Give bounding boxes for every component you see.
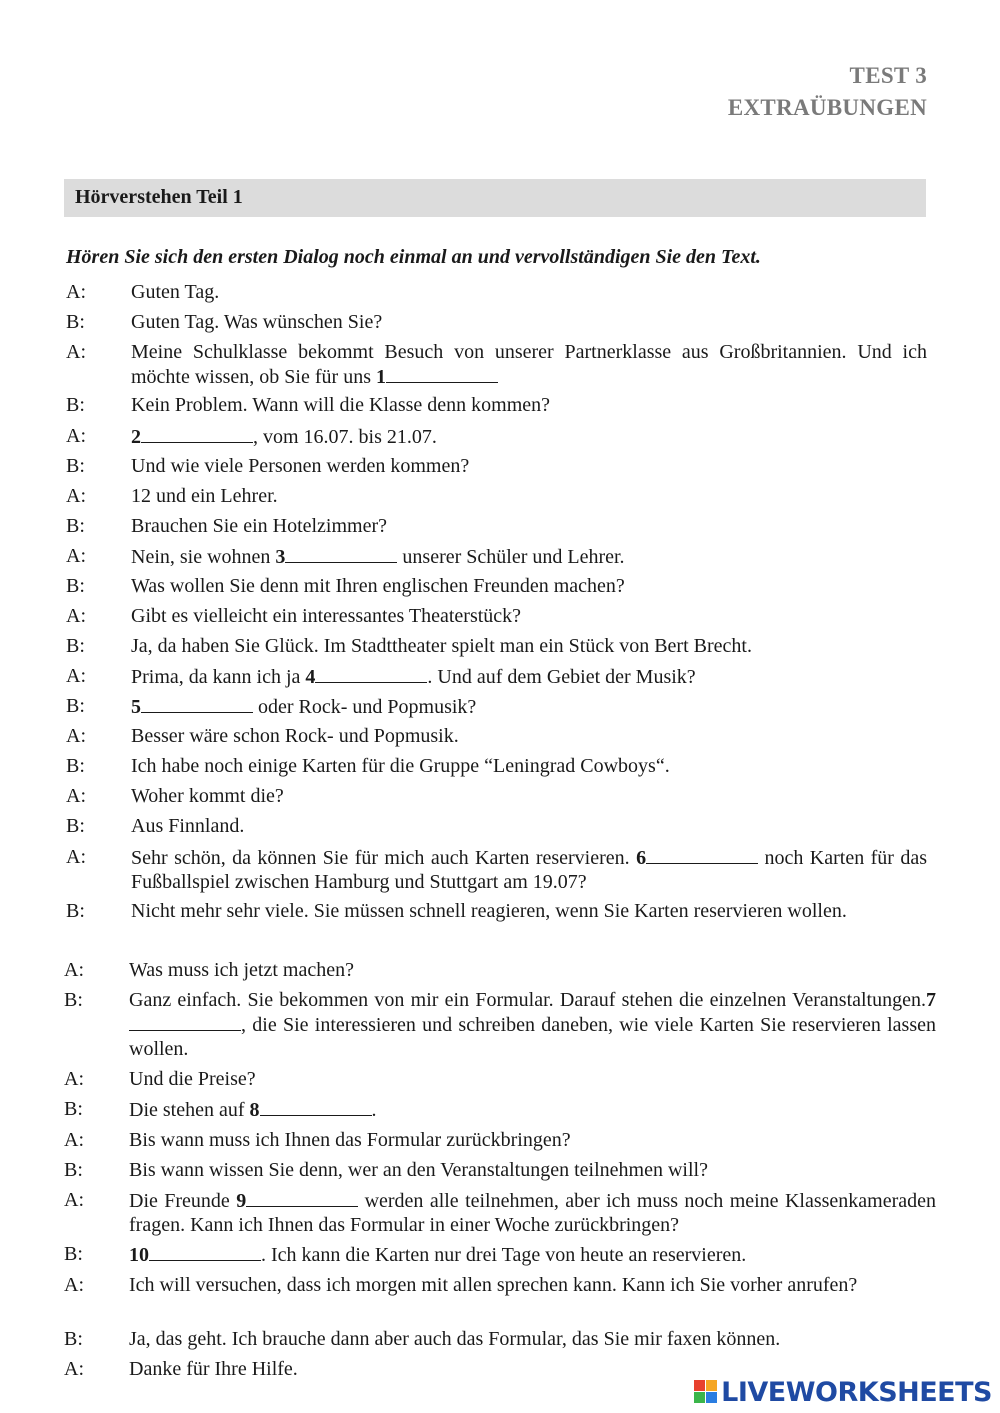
dialog-text-before-blank: Die Freunde — [129, 1190, 237, 1212]
speaker-label: B: — [66, 815, 85, 837]
answer-blank[interactable] — [149, 1242, 261, 1261]
dialog-text-before-blank: Und wie viele Personen werden kommen? — [131, 455, 470, 477]
dialog-text — [131, 280, 927, 304]
dialog-text-before-blank: Sehr schön, da können Sie für mich auch Karten reservieren. — [131, 847, 637, 869]
dialog-text-before-blank: Kein Problem. Wann will die Klasse denn kommen? — [131, 394, 551, 416]
speaker-label: B: — [64, 1243, 83, 1265]
speaker-label: B: — [64, 989, 83, 1011]
dialog-text-before-blank: Gibt es vielleicht ein interessantes Theaterstück? — [131, 605, 522, 627]
blank-number: 9 — [236, 1190, 247, 1212]
dialog-text-before-blank: Und die Preise? — [129, 1068, 256, 1090]
dialog-text-before-blank: Was wollen Sie denn mit Ihren englischen Freunden machen? — [131, 575, 625, 597]
dialog-text — [131, 393, 927, 417]
dialog-text-after-blank: . Ich kann die Karten nur drei Tage von heute an reservieren. — [261, 1244, 747, 1266]
dialog-text — [131, 574, 927, 598]
speaker-label: A: — [66, 425, 86, 447]
speaker-label: A: — [66, 725, 86, 747]
dialog-text — [129, 1128, 936, 1152]
blank-number: 8 — [249, 1099, 260, 1121]
blank-number: 5 — [131, 696, 141, 718]
dialog-text — [131, 424, 927, 449]
speaker-label: A: — [64, 1189, 84, 1211]
speaker-label: B: — [66, 515, 85, 537]
dialog-text-before-blank: Guten Tag. Was wünschen Sie? — [131, 311, 383, 333]
speaker-label: B: — [66, 455, 85, 477]
dialog-text — [129, 1273, 936, 1297]
speaker-label: A: — [64, 1358, 84, 1380]
speaker-label: A: — [64, 959, 84, 981]
dialog-text — [131, 754, 927, 778]
answer-blank[interactable] — [246, 1188, 358, 1207]
dialog-text — [129, 958, 936, 982]
speaker-label: B: — [64, 1159, 83, 1181]
speaker-label: B: — [64, 1098, 83, 1120]
liveworksheets-logo-icon — [694, 1380, 718, 1404]
speaker-label: B: — [66, 311, 85, 333]
dialog-text-after-blank: unserer Schüler und Lehrer. — [397, 546, 625, 568]
dialog-text — [131, 544, 927, 569]
test-label: TEST 3 — [849, 63, 927, 88]
dialog-text — [131, 664, 927, 689]
dialog-text — [131, 724, 927, 748]
speaker-label: B: — [66, 755, 85, 777]
dialog-text-after-blank: oder Rock- und Popmusik? — [253, 696, 477, 718]
answer-blank[interactable] — [386, 364, 498, 383]
dialog-text — [131, 310, 927, 334]
dialog-text-after-blank: , vom 16.07. bis 21.07. — [253, 426, 437, 448]
blank-number: 2 — [131, 426, 141, 448]
liveworksheets-logo — [694, 1377, 992, 1407]
dialog-text — [129, 988, 936, 1061]
dialog-text — [129, 1067, 936, 1091]
instruction-text: Hören Sie sich den ersten Dialog noch einmal an und vervollständigen Sie den Text. — [66, 246, 761, 268]
blank-number: 10 — [129, 1244, 149, 1266]
speaker-label: A: — [66, 665, 86, 687]
blank-number: 7 — [926, 989, 936, 1011]
speaker-label: A: — [66, 605, 86, 627]
dialog-text — [131, 604, 927, 628]
dialog-text — [131, 514, 927, 538]
blank-number: 3 — [275, 546, 286, 568]
blank-number: 1 — [375, 366, 386, 388]
speaker-label: B: — [66, 575, 85, 597]
answer-blank[interactable] — [129, 1012, 241, 1031]
speaker-label: B: — [66, 900, 85, 922]
dialog-text-after-blank: werden alle teilnehmen, aber ich muss noch meine Klassenkameraden fragen. Kann ich Ihnen das Formular in einer Woche zurückbringen? — [129, 1190, 936, 1236]
answer-blank[interactable] — [141, 424, 253, 443]
brand-name: LIVEWORKSHEETS — [721, 1376, 992, 1408]
dialog-text — [131, 454, 927, 478]
dialog-text — [131, 814, 927, 838]
dialog-text-before-blank: Aus Finnland. — [131, 815, 245, 837]
answer-blank[interactable] — [285, 544, 397, 563]
speaker-label: A: — [64, 1274, 84, 1296]
dialog-text — [129, 1242, 936, 1267]
section-title: Hörverstehen Teil 1 — [75, 186, 243, 208]
dialog-text — [131, 899, 927, 923]
dialog-text — [131, 784, 927, 808]
blank-number: 4 — [305, 666, 316, 688]
dialog-text-before-blank: Ich habe noch einige Karten für die Gruppe “Leningrad Cowboys“. — [131, 755, 670, 777]
speaker-label: B: — [66, 394, 85, 416]
test-subtitle: EXTRAÜBUNGEN — [727, 95, 927, 120]
dialog-text-before-blank: Guten Tag. — [131, 281, 220, 303]
dialog-text — [131, 634, 927, 658]
answer-blank[interactable] — [260, 1097, 372, 1116]
dialog-text-before-blank: Ja, da haben Sie Glück. Im Stadttheater spielt man ein Stück von Bert Brecht. — [131, 635, 752, 657]
dialog-text — [129, 1097, 936, 1122]
answer-blank[interactable] — [315, 664, 427, 683]
dialog-text-after-blank: . — [371, 1099, 377, 1121]
dialog-text-before-blank: Woher kommt die? — [131, 785, 284, 807]
speaker-label: A: — [66, 846, 86, 868]
test-title — [728, 60, 927, 124]
dialog-text — [129, 1158, 936, 1182]
dialog-text-before-blank: Danke für Ihre Hilfe. — [129, 1358, 298, 1380]
speaker-label: A: — [66, 785, 86, 807]
dialog-text-before-blank: Besser wäre schon Rock- und Popmusik. — [131, 725, 459, 747]
dialog-text-before-blank: Nein, sie wohnen — [131, 546, 276, 568]
answer-blank[interactable] — [646, 845, 758, 864]
dialog-text — [129, 1188, 936, 1237]
speaker-label: A: — [64, 1068, 84, 1090]
dialog-text-before-blank: Bis wann muss ich Ihnen das Formular zurückbringen? — [129, 1129, 571, 1151]
dialog-text-before-blank: Ja, das geht. Ich brauche dann aber auch das Formular, das Sie mir faxen können. — [129, 1328, 781, 1350]
dialog-text — [131, 340, 927, 389]
dialog-text-after-blank: noch Karten für das Fußballspiel zwischen Hamburg und Stuttgart am 19.07? — [131, 847, 928, 893]
dialog-text-before-blank: 12 und ein Lehrer. — [131, 485, 278, 507]
dialog-text-before-blank: Was muss ich jetzt machen? — [129, 959, 354, 981]
dialog-text-before-blank: Ganz einfach. Sie bekommen von mir ein Formular. Darauf stehen die einzelnen Veranstaltungen. — [129, 989, 926, 1011]
dialog-text — [131, 845, 927, 894]
answer-blank[interactable] — [141, 694, 253, 713]
blank-number: 6 — [636, 847, 647, 869]
speaker-label: B: — [66, 695, 85, 717]
dialog-text-before-blank: Ich will versuchen, dass ich morgen mit allen sprechen kann. Kann ich Sie vorher anrufen? — [129, 1274, 858, 1296]
section-header — [64, 179, 926, 217]
speaker-label: A: — [66, 281, 86, 303]
dialog-text-before-blank: Bis wann wissen Sie denn, wer an den Veranstaltungen teilnehmen will? — [129, 1159, 708, 1181]
dialog-text-before-blank: Prima, da kann ich ja — [131, 666, 306, 688]
dialog-text-before-blank: Die stehen auf — [129, 1099, 250, 1121]
dialog-text — [129, 1327, 936, 1351]
dialog-text — [131, 484, 927, 508]
dialog-text-after-blank: . Und auf dem Gebiet der Musik? — [427, 666, 696, 688]
dialog-text-before-blank: Meine Schulklasse bekommt Besuch von unserer Partnerklasse aus Großbritannien. Und ich möchte wissen, ob Sie für uns — [131, 341, 927, 388]
speaker-label: B: — [64, 1328, 83, 1350]
speaker-label: A: — [66, 485, 86, 507]
dialog-text-before-blank: Nicht mehr sehr viele. Sie müssen schnell reagieren, wenn Sie Karten reservieren wollen. — [131, 900, 847, 922]
dialog-text-after-blank: , die Sie interessieren und schreiben daneben, wie viele Karten Sie reservieren lassen wollen. — [129, 1014, 936, 1060]
speaker-label: B: — [66, 635, 85, 657]
dialog-text — [131, 694, 927, 719]
speaker-label: A: — [66, 341, 86, 363]
dialog-text-before-blank: Brauchen Sie ein Hotelzimmer? — [131, 515, 388, 537]
speaker-label: A: — [64, 1129, 84, 1151]
speaker-label: A: — [66, 545, 86, 567]
